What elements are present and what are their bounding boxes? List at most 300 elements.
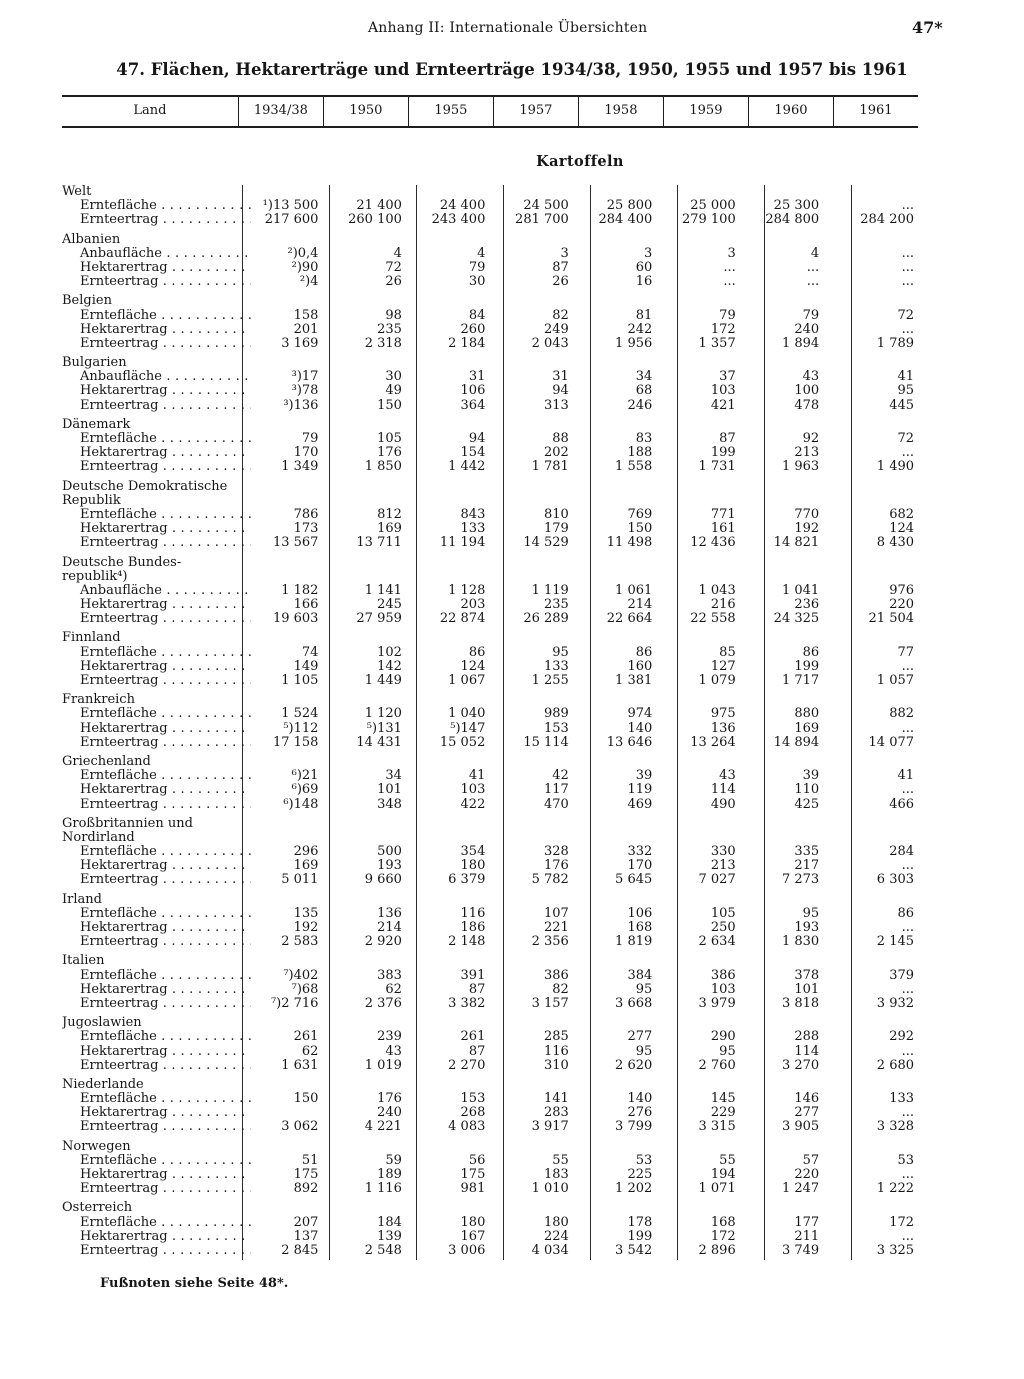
table-cell: 328 [543,844,569,860]
table-cell: 2 583 [281,934,319,950]
table-cell: 192 [293,920,319,935]
table-cell: ... [806,259,820,275]
row-label: Erntefläche . . . [62,432,251,446]
row-label: Ernteertrag . . . [62,935,251,949]
table-cell: 103 [710,383,736,399]
table-cell: 26 [385,274,402,290]
table-cell: 142 [377,658,402,674]
table-row [62,798,918,812]
table-cell: 158 [293,307,319,323]
table-cell: 86 [468,644,486,660]
footnote: Fußnoten siehe Seite 48*. [100,1276,289,1291]
table-row [62,384,918,398]
header-year: 1934/38 [238,95,323,128]
table-cell: 21 400 [356,198,402,214]
table-cell: 500 [377,844,402,860]
row-label: Ernteertrag . . . [62,798,251,812]
table-cell: ⁶)69 [291,782,319,798]
country-name-row [62,418,918,432]
table-cell: 1 524 [281,706,319,722]
table-cell: 812 [377,506,402,522]
table-cell: 211 [794,1228,820,1244]
table-cell: 1 819 [615,934,653,950]
table-cell: 1 105 [281,673,319,688]
country-name: Nordirland [62,830,135,845]
table-cell: ¹)13 500 [262,198,319,214]
table-cell: 95 [635,981,653,997]
table-cell: 103 [710,981,736,997]
row-label: Ernteertrag . . . [62,460,251,474]
table-cell: 2 920 [364,934,402,950]
table-cell: ⁵)147 [450,720,486,736]
table-cell: 283 [543,1105,569,1121]
table-cell: 24 400 [439,198,486,214]
table-cell: 2 634 [698,934,736,950]
country-group [62,418,918,475]
table-cell: 213 [794,445,820,461]
table-cell: 276 [627,1105,653,1121]
table-cell: 13 711 [356,535,402,551]
table-cell: 172 [710,1228,736,1244]
table-cell: 348 [377,796,402,812]
table-cell: 88 [552,431,569,446]
table-cell: 39 [635,768,653,784]
row-label: Ernteertrag . . . [62,873,251,887]
table-cell: 13 567 [272,535,319,551]
table-row [62,370,918,384]
table-cell: 235 [543,597,569,613]
table-cell: 445 [889,397,915,413]
table-cell: 279 100 [681,212,736,228]
table-cell: 87 [468,981,486,997]
table-cell: ... [901,720,915,736]
row-label: Ernteertrag . . . [62,337,251,351]
table-cell: 1 057 [876,673,915,688]
table-row [62,584,918,598]
table-cell: 2 376 [364,995,402,1011]
table-cell: 202 [543,445,569,461]
table-cell: 7 273 [781,872,820,888]
table-cell: 239 [377,1029,402,1045]
row-label: Ernteertrag . . . [62,1059,251,1073]
table-cell: 1 381 [615,673,653,688]
table-row [62,859,918,873]
country-name: Niederlande [62,1077,144,1092]
table-cell: 117 [543,782,569,798]
row-label: Erntefläche . . . [62,1216,251,1230]
header-year: 1960 [748,95,833,128]
table-cell: 170 [627,858,653,874]
country-group [62,893,918,950]
table-cell: 1 781 [531,459,569,475]
header-year: 1958 [578,95,663,128]
table-cell: 1 119 [531,582,569,598]
table-cell: 5 011 [281,872,319,888]
table-cell: 2 148 [448,934,486,950]
table-cell: 13 264 [690,734,736,750]
table-cell: 107 [543,905,569,921]
table-cell: 105 [377,431,402,446]
table-cell: 86 [802,644,820,660]
country-name: Frankreich [62,693,135,708]
table-cell: 137 [293,1228,319,1244]
table-cell: 15 114 [523,734,569,750]
table-cell: 172 [710,321,736,337]
table-cell: 173 [293,521,319,537]
table-row [62,199,918,213]
table-cell: ³)136 [283,397,319,413]
row-label: Hektarertrag . . . [62,1230,251,1244]
table-cell: 140 [627,1091,653,1107]
row-label: Erntefläche . . . [62,969,251,983]
row-label: Ernteertrag . . . [62,1244,251,1258]
table-cell: 975 [710,706,736,722]
table-row [62,873,918,887]
table-cell: 335 [794,844,820,860]
table-row [62,1230,918,1244]
country-name-row [62,185,918,199]
table-cell: 25 000 [690,198,736,214]
table-cell: 25 300 [773,198,820,214]
table-cell: 169 [794,720,820,736]
table-row [62,1182,918,1196]
header-year: 1950 [323,95,408,128]
table-row [62,1106,918,1120]
table-row [62,1216,918,1230]
table-row [62,1120,918,1134]
table-cell: 94 [552,383,569,399]
table-cell: ²)90 [291,259,319,275]
country-name: Albanien [62,232,121,247]
section-heading: Kartoffeln [536,153,624,170]
table-cell: 98 [385,307,402,323]
table-cell: 74 [301,644,319,660]
table-cell: 175 [293,1167,319,1182]
table-cell: 217 600 [264,212,319,228]
table-cell: 43 [719,768,736,784]
table-cell: 8 430 [876,535,915,551]
table-cell: 769 [627,506,653,522]
table-cell: 180 [543,1214,569,1230]
table-cell: 3 905 [781,1119,820,1135]
table-row [62,1154,918,1168]
header-year: 1961 [833,95,918,128]
table-cell: ⁷)402 [283,967,319,983]
country-group [62,631,918,688]
table-cell: 201 [293,321,319,337]
table-cell: 14 894 [773,734,820,750]
table-cell: 250 [710,920,736,935]
table-cell: ... [901,858,915,874]
table-cell: 1 079 [698,673,736,688]
table-cell: ... [723,274,736,290]
country-name-row [62,480,918,494]
row-label: Hektarertrag . . . [62,522,251,536]
table-cell: 68 [635,383,653,399]
table-cell: 2 270 [448,1057,486,1073]
table-cell: 203 [460,597,486,613]
table-cell: 478 [794,397,820,413]
table-cell: ... [901,920,915,935]
table-cell: 3 542 [615,1242,653,1258]
table-cell: 176 [377,1091,402,1107]
table-cell: 14 431 [356,734,402,750]
table-cell: 425 [794,796,820,812]
table-cell: 261 [460,1029,486,1045]
table-cell: 214 [627,597,653,613]
table-row [62,309,918,323]
table-row [62,1045,918,1059]
table-cell: 1 357 [698,335,736,351]
table-cell: 1 731 [698,459,736,475]
country-group [62,817,918,888]
table-cell: 192 [794,521,820,537]
row-label: Hektarertrag . . . [62,722,251,736]
table-cell: 22 664 [606,611,653,627]
table-cell: 37 [719,369,736,385]
table-cell: 1 182 [281,582,319,598]
table-cell: 87 [552,259,569,275]
table-cell: 240 [377,1105,402,1121]
table-cell: 141 [543,1091,569,1107]
table-cell: 217 [794,858,820,874]
table-cell: 277 [627,1029,653,1045]
table-cell: 1 830 [781,934,820,950]
row-label: Ernteertrag . . . [62,674,251,688]
row-label: Ernteertrag . . . [62,736,251,750]
table-cell: 6 379 [448,872,486,888]
table-cell: 386 [543,967,569,983]
table-cell: 1 041 [781,582,820,598]
table-cell: 1 061 [615,582,653,598]
table-cell: 246 [627,397,653,413]
country-group [62,693,918,750]
table-cell: 3 818 [781,995,820,1011]
table-cell: 2 318 [364,335,402,351]
country-name-row [62,954,918,968]
table-cell: 41 [897,768,915,784]
table-cell: 26 289 [523,611,569,627]
table-cell: 11 194 [439,535,486,551]
table-cell: 30 [385,369,402,385]
table-cell: 175 [460,1167,486,1182]
table-cell: 100 [794,383,820,399]
table-row [62,935,918,949]
table-cell: 86 [635,644,653,660]
table-cell: ... [901,981,915,997]
table-cell: 3 [727,245,736,261]
table-cell: 82 [552,981,569,997]
table-cell: 101 [794,981,820,997]
row-label: Hektarertrag . . . [62,983,251,997]
table-cell: 168 [627,920,653,935]
table-cell: 3 169 [281,335,319,351]
country-name-row [62,1201,918,1215]
table-cell: 249 [543,321,569,337]
table-cell: 168 [710,1214,736,1230]
table-row [62,432,918,446]
row-label: Hektarertrag . . . [62,783,251,797]
table-cell: 4 [393,245,402,261]
table-cell: 682 [889,506,915,522]
table-cell: 79 [719,307,736,323]
row-label: Erntefläche . . . [62,199,251,213]
table-cell: 2 184 [448,335,486,351]
table-cell: 288 [794,1029,820,1045]
table-row [62,399,918,413]
country-group [62,556,918,627]
table-cell: 284 200 [860,212,915,228]
table-cell: 2 845 [281,1242,319,1258]
table-cell: 2 145 [876,934,915,950]
country-group [62,1201,918,1258]
row-label: Ernteertrag . . . [62,1120,251,1134]
table-cell: 31 [552,369,569,385]
table-cell: 136 [710,720,736,736]
row-label: Hektarertrag . . . [62,446,251,460]
table-cell: 199 [627,1228,653,1244]
table-cell: ⁶)21 [291,768,319,784]
country-group [62,755,918,812]
table-cell: ²)0,4 [287,245,319,261]
table-cell: 786 [293,506,319,522]
table-cell: 12 436 [690,535,736,551]
table-cell: 139 [377,1228,402,1244]
table-cell: 332 [627,844,653,860]
table-cell: 810 [543,506,569,522]
table-cell: 3 [643,245,653,261]
table-cell: ... [901,1105,915,1121]
table-row [62,446,918,460]
table-cell: 2 620 [615,1057,653,1073]
table-row [62,213,918,227]
table-cell: 378 [794,967,820,983]
table-cell: ... [901,782,915,798]
table-cell: 81 [635,307,653,323]
table-row [62,722,918,736]
row-label: Hektarertrag . . . [62,921,251,935]
table-cell: ⁶)148 [283,796,319,812]
table-cell: 245 [377,597,402,613]
table-cell: 1 349 [281,459,319,475]
table-cell: 77 [897,644,915,660]
table-cell: 172 [889,1214,915,1230]
table-cell: 13 646 [606,734,653,750]
table-cell: 1 442 [448,459,486,475]
table-cell: 7 027 [698,872,736,888]
table-row [62,845,918,859]
table-cell: 17 158 [272,734,319,750]
table-cell: 72 [897,431,915,446]
table-cell: 3 749 [781,1242,820,1258]
table-cell: 22 874 [439,611,486,627]
table-row [62,736,918,750]
table-cell: 199 [710,445,736,461]
table-cell: 41 [468,768,486,784]
table-cell: 490 [710,796,736,812]
country-name: Deutsche Demokratische [62,479,228,494]
table-cell: 83 [635,431,653,446]
table-cell: 981 [460,1181,486,1197]
table-cell: 199 [794,658,820,674]
table-cell: 3 315 [698,1119,736,1135]
table-cell: 31 [468,369,486,385]
table-cell: 176 [377,445,402,461]
table-cell: 1 010 [531,1181,569,1197]
table-row [62,769,918,783]
table-cell: 213 [710,858,736,874]
table-cell: 57 [802,1152,820,1168]
table-cell: 176 [543,858,569,874]
table-cell: ... [806,274,820,290]
table-cell: 220 [889,597,915,613]
table-cell: 2 548 [364,1242,402,1258]
row-label: Ernteertrag . . . [62,536,251,550]
table-cell: 24 500 [523,198,569,214]
table-cell: 1 789 [876,335,915,351]
table-cell: 2 356 [531,934,569,950]
table-cell: 95 [897,383,915,399]
table-cell: 178 [627,1214,653,1230]
table-cell: 188 [627,445,653,461]
table-cell: 72 [897,307,915,323]
table-cell: 106 [627,905,653,921]
table-row [62,522,918,536]
table-cell: 146 [794,1091,820,1107]
country-name: Norwegen [62,1139,131,1154]
row-label: Ernteertrag . . . [62,399,251,413]
table-cell: 214 [377,920,402,935]
table-cell: 3 917 [531,1119,569,1135]
table-cell: 79 [468,259,486,275]
table-cell: 1 071 [698,1181,736,1197]
table-cell: 193 [794,920,820,935]
table-cell: 470 [543,796,569,812]
table-cell: 24 325 [773,611,820,627]
table-cell: 892 [293,1181,319,1197]
table-cell: ²)4 [299,274,319,290]
table-cell: ... [901,198,915,214]
table-cell: 1 963 [781,459,820,475]
table-cell: 1 631 [281,1057,319,1073]
table-row [62,1168,918,1182]
header-year: 1955 [408,95,493,128]
table-cell: ... [901,321,915,337]
table-cell: 1 255 [531,673,569,688]
row-label: Erntefläche . . . [62,1030,251,1044]
row-label: Anbaufläche . . . [62,247,251,261]
table-cell: 6 303 [876,872,915,888]
row-label: Hektarertrag . . . [62,384,251,398]
table-cell: 42 [552,768,569,784]
table-cell: 95 [635,1043,653,1059]
table-row [62,783,918,797]
table-row [62,612,918,626]
table-cell: ... [901,1167,915,1182]
table-cell: 384 [627,967,653,983]
table-cell: 236 [794,597,820,613]
row-label: Erntefläche . . . [62,309,251,323]
table-cell: 95 [552,644,569,660]
table-cell: 119 [627,782,653,798]
table-cell: 1 120 [364,706,402,722]
table-row [62,660,918,674]
table-cell: 82 [552,307,569,323]
table-cell: 72 [385,259,402,275]
table-cell: 169 [377,521,402,537]
table-header [62,95,918,128]
table-cell: 55 [719,1152,736,1168]
